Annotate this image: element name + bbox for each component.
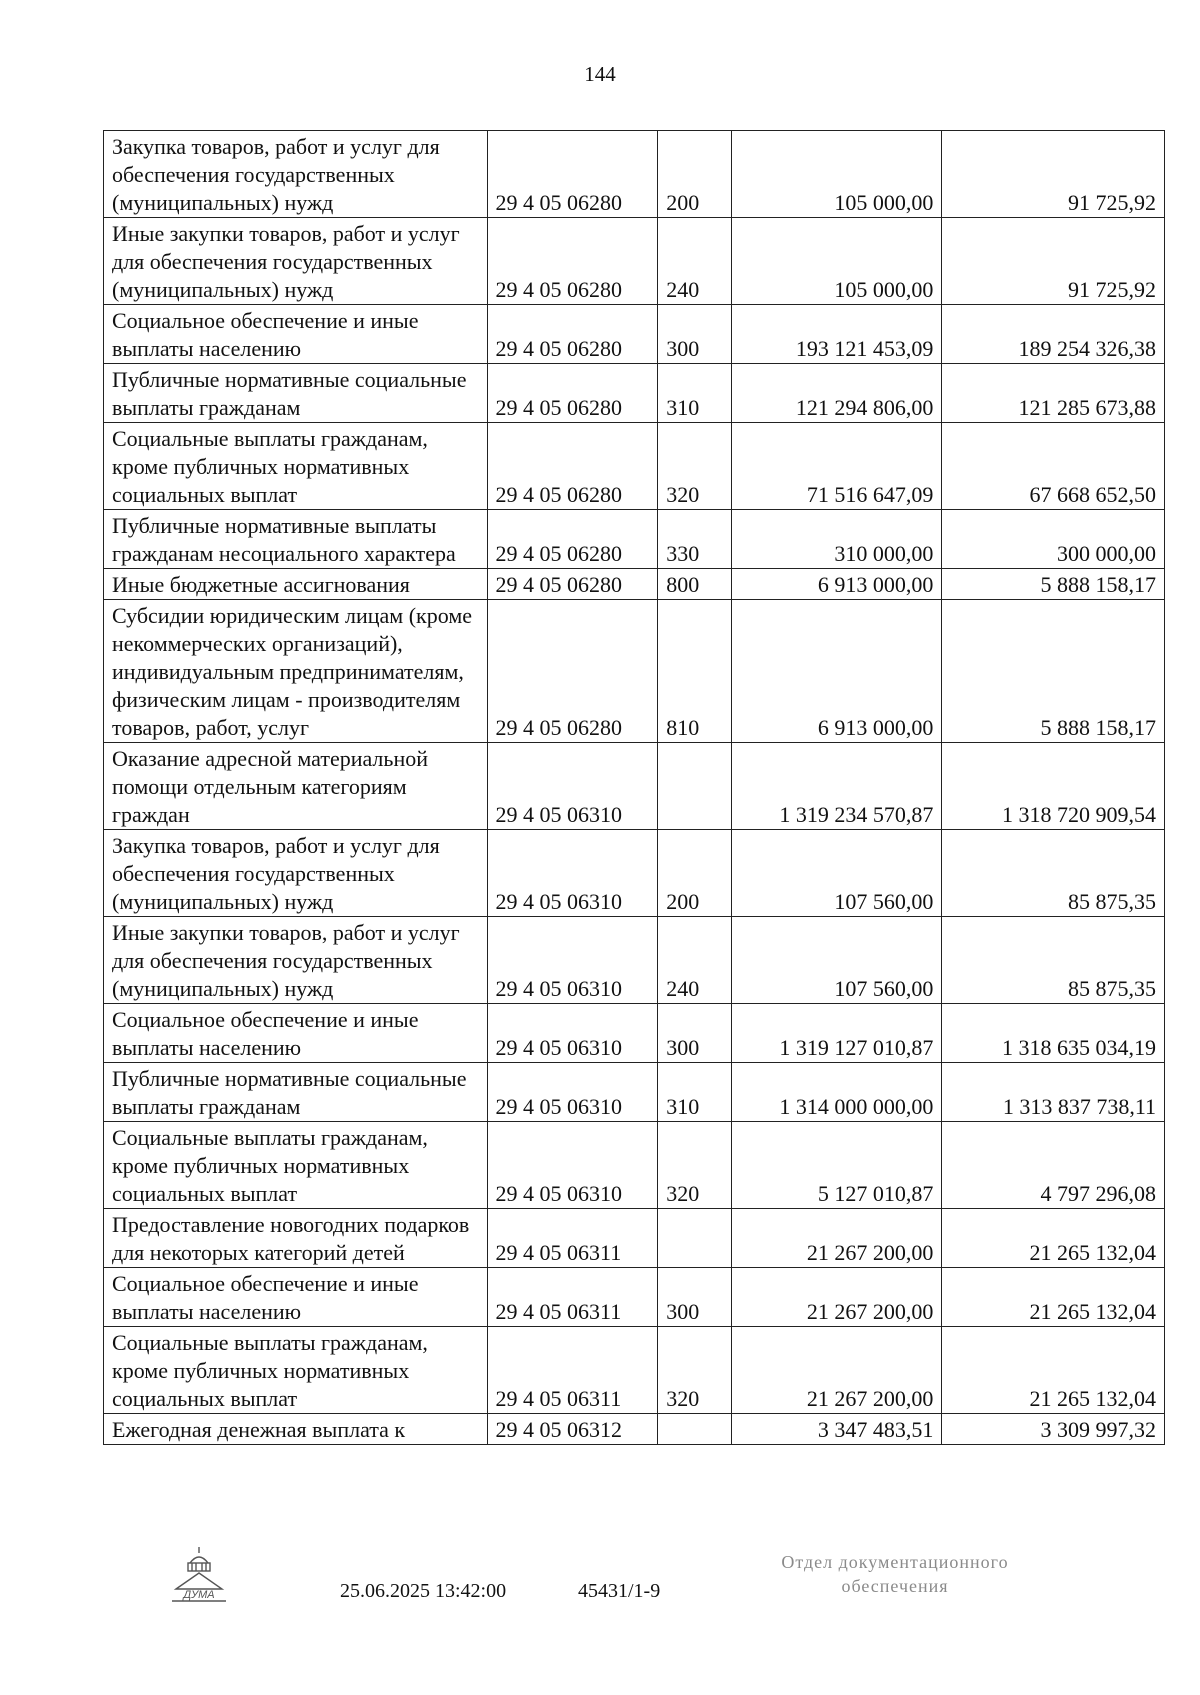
cell-planned-amount: 6 913 000,00: [731, 600, 942, 743]
duma-emblem-icon: [168, 1545, 230, 1605]
cell-target-code: 29 4 05 06312: [487, 1414, 658, 1445]
cell-target-code: 29 4 05 06280: [487, 600, 658, 743]
cell-planned-amount: 1 319 127 010,87: [731, 1004, 942, 1063]
cell-expense-type: 300: [658, 305, 731, 364]
table-row: [104, 1063, 1165, 1122]
cell-expense-type: 300: [658, 1004, 731, 1063]
cell-name: Иные бюджетные ассигнования: [104, 569, 488, 600]
cell-target-code: 29 4 05 06310: [487, 830, 658, 917]
cell-expense-type: 330: [658, 510, 731, 569]
cell-expense-type: 320: [658, 423, 731, 510]
table-row: [104, 743, 1165, 830]
table-row: [104, 305, 1165, 364]
cell-expense-type: 800: [658, 569, 731, 600]
cell-actual-amount: 300 000,00: [942, 510, 1165, 569]
cell-expense-type: 310: [658, 364, 731, 423]
budget-table: [103, 130, 1165, 1445]
document-reference: 45431/1-9: [578, 1580, 661, 1602]
stamp-line-2: обеспечения: [841, 1576, 949, 1596]
svg-text:ДУМА: ДУМА: [183, 1589, 215, 1601]
cell-actual-amount: 21 265 132,04: [942, 1327, 1165, 1414]
cell-actual-amount: 85 875,35: [942, 830, 1165, 917]
cell-planned-amount: 107 560,00: [731, 917, 942, 1004]
cell-name: Социальные выплаты гражданам, кроме публичных нормативных социальных выплат: [104, 1122, 488, 1209]
table-row: [104, 510, 1165, 569]
cell-actual-amount: 67 668 652,50: [942, 423, 1165, 510]
cell-target-code: 29 4 05 06311: [487, 1209, 658, 1268]
cell-name: Иные закупки товаров, работ и услуг для обеспечения государственных (муниципальных) нужд: [104, 917, 488, 1004]
cell-actual-amount: 85 875,35: [942, 917, 1165, 1004]
table-row: [104, 1122, 1165, 1209]
cell-planned-amount: 3 347 483,51: [731, 1414, 942, 1445]
cell-name: Субсидии юридическим лицам (кроме некоммерческих организаций), индивидуальным предпринимателям, физическим лицам - производителям товаров, работ, услуг: [104, 600, 488, 743]
cell-actual-amount: 91 725,92: [942, 218, 1165, 305]
cell-name: Социальные выплаты гражданам, кроме публичных нормативных социальных выплат: [104, 1327, 488, 1414]
table-row: [104, 1268, 1165, 1327]
cell-target-code: 29 4 05 06280: [487, 510, 658, 569]
cell-expense-type: [658, 1414, 731, 1445]
table-row: [104, 131, 1165, 218]
table-row: [104, 600, 1165, 743]
cell-expense-type: 300: [658, 1268, 731, 1327]
cell-name: Публичные нормативные социальные выплаты гражданам: [104, 364, 488, 423]
cell-target-code: 29 4 05 06310: [487, 1122, 658, 1209]
cell-planned-amount: 1 319 234 570,87: [731, 743, 942, 830]
cell-actual-amount: 21 265 132,04: [942, 1268, 1165, 1327]
cell-actual-amount: 21 265 132,04: [942, 1209, 1165, 1268]
cell-name: Социальные выплаты гражданам, кроме публичных нормативных социальных выплат: [104, 423, 488, 510]
cell-planned-amount: 121 294 806,00: [731, 364, 942, 423]
cell-actual-amount: 1 318 635 034,19: [942, 1004, 1165, 1063]
cell-target-code: 29 4 05 06280: [487, 569, 658, 600]
cell-name: Социальное обеспечение и иные выплаты населению: [104, 305, 488, 364]
cell-target-code: 29 4 05 06311: [487, 1327, 658, 1414]
cell-target-code: 29 4 05 06280: [487, 364, 658, 423]
cell-name: Закупка товаров, работ и услуг для обеспечения государственных (муниципальных) нужд: [104, 830, 488, 917]
cell-planned-amount: 105 000,00: [731, 218, 942, 305]
table-row: [104, 1327, 1165, 1414]
cell-target-code: 29 4 05 06280: [487, 218, 658, 305]
cell-name: Оказание адресной материальной помощи отдельным категориям граждан: [104, 743, 488, 830]
cell-target-code: 29 4 05 06311: [487, 1268, 658, 1327]
cell-planned-amount: 21 267 200,00: [731, 1209, 942, 1268]
department-stamp: [745, 1550, 1045, 1598]
table-row: [104, 917, 1165, 1004]
cell-actual-amount: 1 318 720 909,54: [942, 743, 1165, 830]
cell-target-code: 29 4 05 06310: [487, 917, 658, 1004]
cell-name: Социальное обеспечение и иные выплаты населению: [104, 1268, 488, 1327]
cell-planned-amount: 21 267 200,00: [731, 1327, 942, 1414]
cell-expense-type: 320: [658, 1327, 731, 1414]
cell-expense-type: 200: [658, 830, 731, 917]
cell-planned-amount: 1 314 000 000,00: [731, 1063, 942, 1122]
cell-actual-amount: 1 313 837 738,11: [942, 1063, 1165, 1122]
cell-actual-amount: 121 285 673,88: [942, 364, 1165, 423]
cell-name: Социальное обеспечение и иные выплаты населению: [104, 1004, 488, 1063]
cell-actual-amount: 4 797 296,08: [942, 1122, 1165, 1209]
cell-target-code: 29 4 05 06280: [487, 305, 658, 364]
cell-planned-amount: 71 516 647,09: [731, 423, 942, 510]
cell-actual-amount: 3 309 997,32: [942, 1414, 1165, 1445]
cell-target-code: 29 4 05 06280: [487, 131, 658, 218]
cell-expense-type: [658, 743, 731, 830]
cell-actual-amount: 5 888 158,17: [942, 600, 1165, 743]
cell-name: Предоставление новогодних подарков для некоторых категорий детей: [104, 1209, 488, 1268]
cell-target-code: 29 4 05 06310: [487, 1063, 658, 1122]
table-body: [104, 131, 1165, 1445]
table-row: [104, 830, 1165, 917]
cell-expense-type: 310: [658, 1063, 731, 1122]
cell-expense-type: [658, 1209, 731, 1268]
cell-expense-type: 240: [658, 218, 731, 305]
table-row: [104, 1414, 1165, 1445]
print-datetime: 25.06.2025 13:42:00: [340, 1580, 507, 1602]
cell-actual-amount: 91 725,92: [942, 131, 1165, 218]
cell-expense-type: 200: [658, 131, 731, 218]
table-row: [104, 1209, 1165, 1268]
table-row: [104, 218, 1165, 305]
cell-planned-amount: 310 000,00: [731, 510, 942, 569]
cell-name: Ежегодная денежная выплата к: [104, 1414, 488, 1445]
cell-target-code: 29 4 05 06310: [487, 1004, 658, 1063]
cell-planned-amount: 6 913 000,00: [731, 569, 942, 600]
cell-expense-type: 810: [658, 600, 731, 743]
table-row: [104, 1004, 1165, 1063]
cell-planned-amount: 107 560,00: [731, 830, 942, 917]
cell-target-code: 29 4 05 06310: [487, 743, 658, 830]
cell-planned-amount: 5 127 010,87: [731, 1122, 942, 1209]
table-row: [104, 364, 1165, 423]
cell-expense-type: 240: [658, 917, 731, 1004]
cell-actual-amount: 189 254 326,38: [942, 305, 1165, 364]
cell-name: Публичные нормативные выплаты гражданам несоциального характера: [104, 510, 488, 569]
table-row: [104, 423, 1165, 510]
cell-planned-amount: 21 267 200,00: [731, 1268, 942, 1327]
cell-actual-amount: 5 888 158,17: [942, 569, 1165, 600]
cell-name: Иные закупки товаров, работ и услуг для обеспечения государственных (муниципальных) нужд: [104, 218, 488, 305]
table-row: [104, 569, 1165, 600]
cell-planned-amount: 105 000,00: [731, 131, 942, 218]
cell-name: Публичные нормативные социальные выплаты гражданам: [104, 1063, 488, 1122]
stamp-line-1: Отдел документационного: [781, 1552, 1009, 1572]
cell-expense-type: 320: [658, 1122, 731, 1209]
cell-name: Закупка товаров, работ и услуг для обеспечения государственных (муниципальных) нужд: [104, 131, 488, 218]
page-number: 144: [584, 62, 616, 86]
cell-planned-amount: 193 121 453,09: [731, 305, 942, 364]
cell-target-code: 29 4 05 06280: [487, 423, 658, 510]
